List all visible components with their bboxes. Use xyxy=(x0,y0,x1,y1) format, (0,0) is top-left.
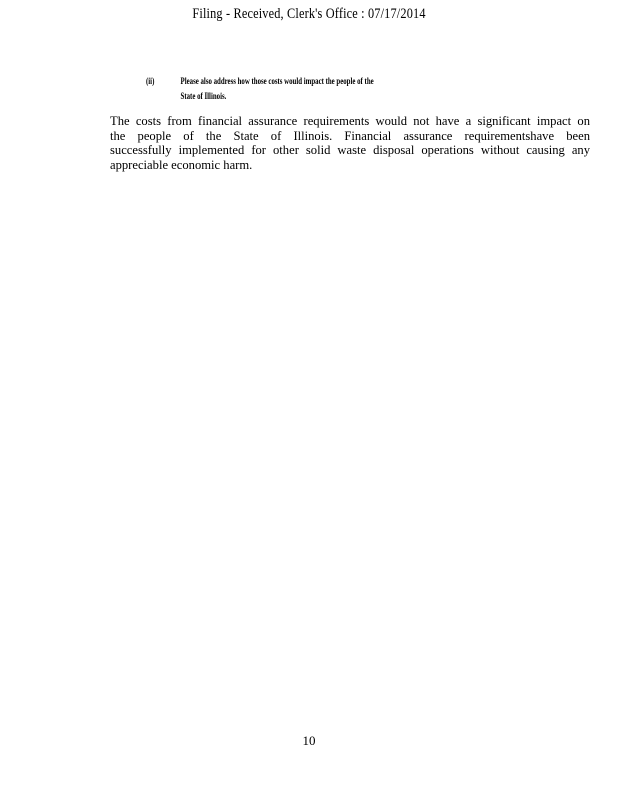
answer-line: appreciable economic harm. xyxy=(110,157,253,172)
answer-line: the people of the State of Illinois. Financial assurance requirementshave been xyxy=(110,128,590,143)
filing-stamp-header: Filing - Received, Clerk's Office : 07/17/2014 xyxy=(192,6,426,22)
question-text xyxy=(181,75,440,105)
answer-paragraph xyxy=(110,114,590,172)
question-number: (ii) xyxy=(146,77,155,87)
question-line: State of Illinois. xyxy=(180,92,227,102)
page-number: 10 xyxy=(302,733,316,748)
answer-line: successfully implemented for other solid waste disposal operations without causing any xyxy=(110,143,590,157)
answer-line: The costs from financial assurance requirements would not have a significant impact on xyxy=(110,114,590,128)
question-line: Please also address how those costs would impact the people of the xyxy=(180,77,374,87)
